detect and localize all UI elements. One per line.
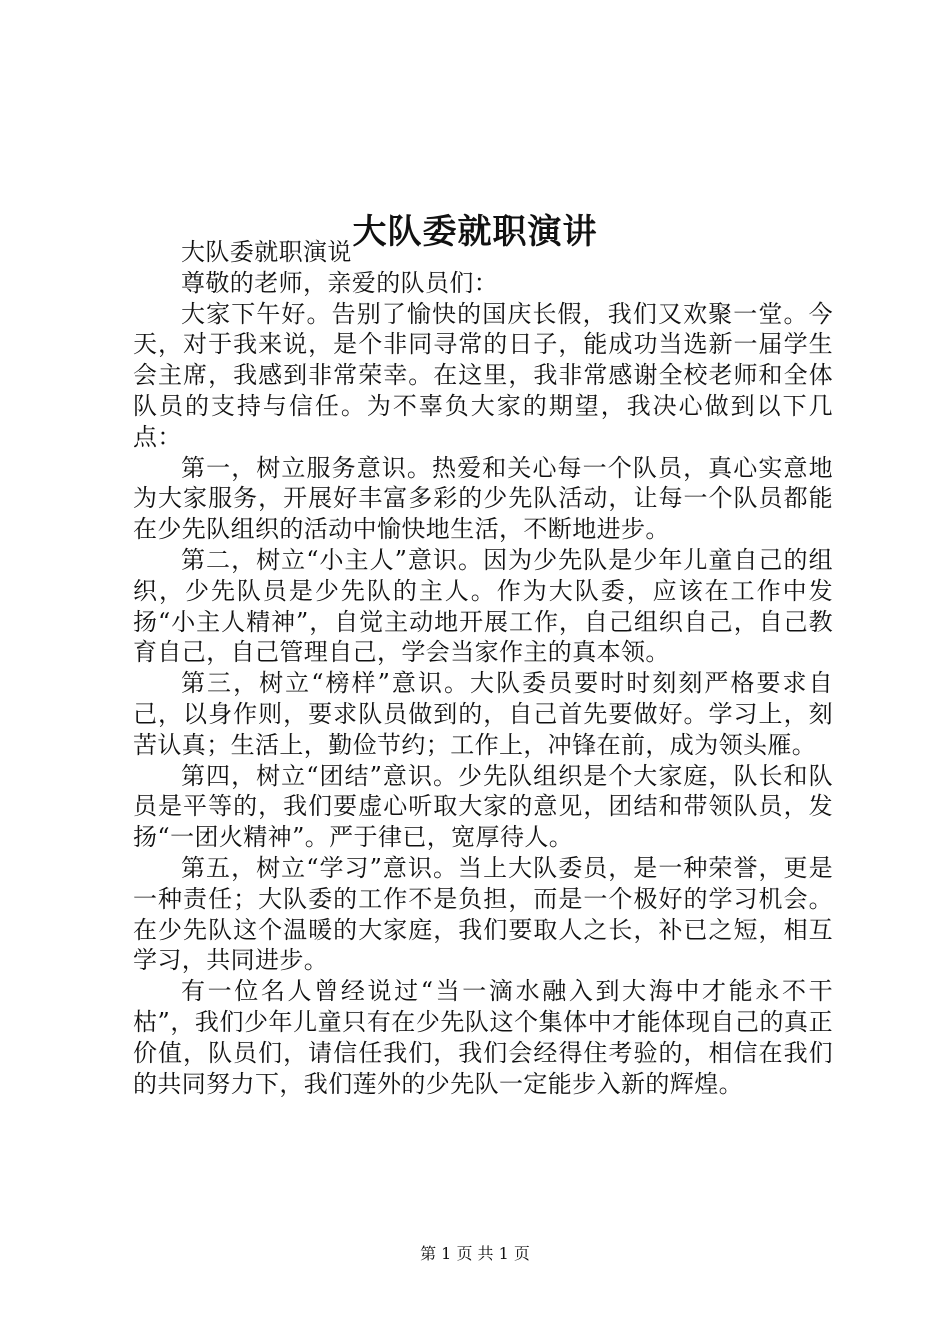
paragraph-point-2: 第二，树立“小主人”意识。因为少先队是少年儿童自己的组织，少先队员是少先队的主人。作为大队委，应该在工作中发扬“小主人精神”，自觉主动地开展工作，自己组织自己，自己教育自己，自己管理自己，学会当家作主的真本领。 xyxy=(133,545,833,667)
paragraph-point-3: 第三，树立“榜样”意识。大队委员要时时刻刻严格要求自己，以身作则，要求队员做到的，自己首先要做好。学习上，刻苦认真；生活上，勤俭节约；工作上，冲锋在前，成为领头雁。 xyxy=(133,669,833,759)
paragraph-closing: 有一位名人曾经说过“当一滴水融入到大海中才能永不干枯”，我们少年儿童只有在少先队这个集体中才能体现自己的真正价值，队员们，请信任我们，我们会经得住考验的，相信在我们的共同努力下，我们莲外的少先队一定能步入新的辉煌。 xyxy=(133,977,833,1098)
page-footer: 第 1 页 共 1 页 xyxy=(420,1244,530,1263)
document-title: 大队委就职演讲 xyxy=(352,211,598,252)
paragraph-point-5: 第五，树立“学习”意识。当上大队委员，是一种荣誉，更是一种责任；大队委的工作不是负担，而是一个极好的学习机会。在少先队这个温暖的大家庭，我们要取人之长，补已之短，相互学习，共同进步。 xyxy=(133,853,833,975)
paragraph-greeting: 尊敬的老师，亲爱的队员们： xyxy=(181,268,499,297)
paragraph-point-4: 第四，树立“团结”意识。少先队组织是个大家庭，队长和队员是平等的，我们要虚心听取大家的意见，团结和带领队员，发扬“一团火精神”。严于律已，宽厚待人。 xyxy=(133,761,833,852)
paragraph-intro: 大家下午好。告别了愉快的国庆长假，我们又欢聚一堂。今天，对于我来说，是个非同寻常的日子，能成功当选新一届学生会主席，我感到非常荣幸。在这里，我非常感谢全校老师和全体队员的支持与信任。为不辜负大家的期望，我决心做到以下几点： xyxy=(133,299,833,451)
paragraph-subtitle: 大队委就职演说 xyxy=(181,238,352,266)
paragraph-point-1: 第一，树立服务意识。热爱和关心每一个队员，真心实意地为大家服务，开展好丰富多彩的少先队活动，让每一个队员都能在少先队组织的活动中愉快地生活，不断地进步。 xyxy=(133,453,833,544)
document-body xyxy=(133,237,833,1099)
